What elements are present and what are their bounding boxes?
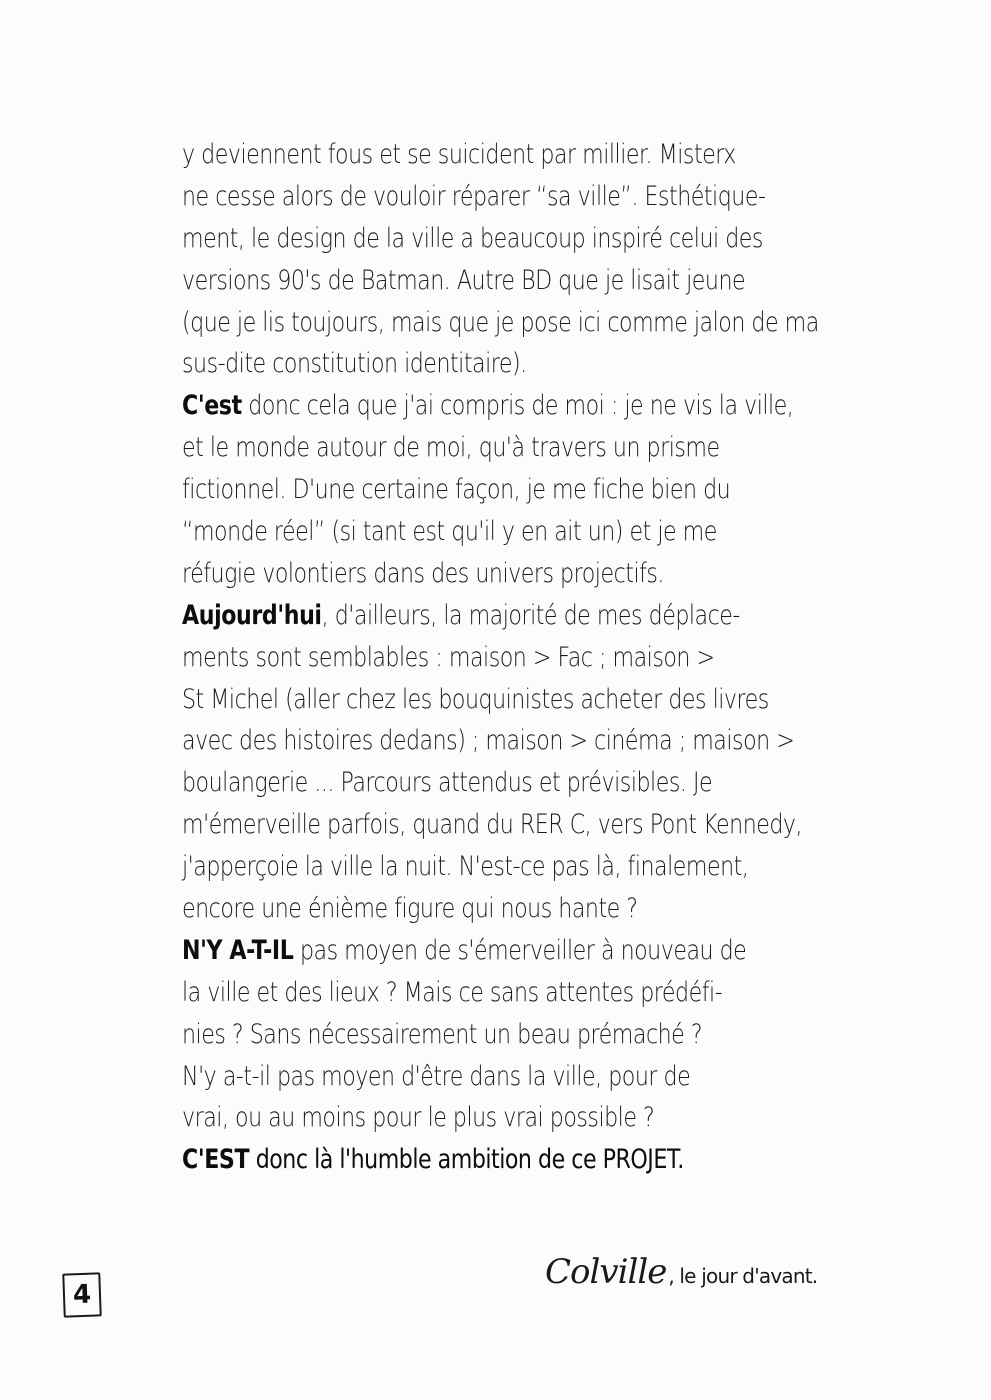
line-text: encore une énième figure qui nous hante ? xyxy=(182,893,638,925)
text-line-18 xyxy=(182,846,749,888)
line-text: N'y a-t-il pas moyen d'être dans la ville, pour de xyxy=(182,1060,691,1092)
text-line-1 xyxy=(182,134,736,176)
line-text: fictionnel. D'une certaine façon, je me fiche bien du xyxy=(182,474,731,506)
line-text: et le monde autour de moi, qu'à travers un prisme xyxy=(182,432,720,464)
line-text: St Michel (aller chez les bouquinistes acheter des livres xyxy=(182,683,769,715)
text-line-24 xyxy=(182,1097,723,1139)
text-line-16 xyxy=(182,762,723,804)
text-line-14 xyxy=(182,679,769,721)
text-line-10 xyxy=(182,511,723,553)
line-text: ment, le design de la ville a beaucoup inspiré celui des xyxy=(182,222,763,254)
line-text: “monde réel” (si tant est qu'il y en ait un) et je me xyxy=(182,516,717,548)
text-line-20 xyxy=(182,930,747,972)
text-line-7 xyxy=(182,385,794,427)
line-text: , d'ailleurs, la majorité de mes déplace- xyxy=(321,599,740,631)
text-line-6 xyxy=(182,343,723,385)
line-text: donc là l'humble ambition de ce PROJET. xyxy=(249,1144,684,1176)
text-line-21 xyxy=(182,972,723,1014)
line-text: pas moyen de s'émerveiller à nouveau de xyxy=(293,934,747,966)
line-text: donc cela que j'ai compris de moi : je ne vis la ville, xyxy=(241,390,794,422)
line-text: sus-dite constitution identitaire). xyxy=(182,348,527,380)
text-line-15 xyxy=(182,720,795,762)
text-line-19 xyxy=(182,888,723,930)
text-line-13 xyxy=(182,637,723,679)
line-lead: N'Y A-T-IL xyxy=(182,934,294,966)
signature-name: Colville xyxy=(545,1252,667,1292)
signature-date: , le jour d'avant. xyxy=(668,1264,818,1288)
line-text: vrai, ou au moins pour le plus vrai possible ? xyxy=(182,1102,655,1134)
line-lead: C'EST xyxy=(182,1144,250,1176)
line-text: versions 90's de Batman. Autre BD que je lisait jeune xyxy=(182,264,746,296)
line-text: y deviennent fous et se suicident par millier. Misterx xyxy=(182,139,736,170)
line-text: réfugie volontiers dans des univers projectifs. xyxy=(182,557,664,589)
text-line-11 xyxy=(182,553,723,595)
text-line-3 xyxy=(182,218,763,260)
body-text xyxy=(182,134,842,1181)
line-text: ments sont semblables : maison > Fac ; maison > xyxy=(182,641,715,673)
text-line-8 xyxy=(182,427,723,469)
text-line-17 xyxy=(182,804,803,846)
line-text: avec des histoires dedans) ; maison > cinéma ; maison > xyxy=(182,725,795,757)
text-line-9 xyxy=(182,469,731,511)
text-line-4 xyxy=(182,260,746,302)
text-line-22 xyxy=(182,1014,723,1056)
line-text: la ville et des lieux ? Mais ce sans attentes prédéfi- xyxy=(182,976,723,1008)
line-text: j'apperçoie la ville la nuit. N'est-ce pas là, finalement, xyxy=(182,851,749,883)
line-text: boulangerie ... Parcours attendus et prévisibles. Je xyxy=(182,767,713,799)
page-number: 4 xyxy=(62,1272,102,1317)
line-text: ne cesse alors de vouloir réparer “sa ville”. Esthétique- xyxy=(182,180,766,212)
line-text: (que je lis toujours, mais que je pose ici comme jalon de ma xyxy=(182,306,819,338)
text-line-23 xyxy=(182,1056,723,1098)
text-line-25 xyxy=(182,1139,723,1181)
line-text: m'émerveille parfois, quand du RER C, vers Pont Kennedy, xyxy=(182,809,803,841)
text-line-2 xyxy=(182,176,766,218)
line-lead: C'est xyxy=(182,390,242,422)
line-lead: Aujourd'hui xyxy=(182,599,322,631)
text-line-5 xyxy=(182,302,819,344)
text-line-12 xyxy=(182,595,740,637)
line-text: nies ? Sans nécessairement un beau prémaché ? xyxy=(182,1018,703,1050)
signature xyxy=(545,1252,817,1292)
